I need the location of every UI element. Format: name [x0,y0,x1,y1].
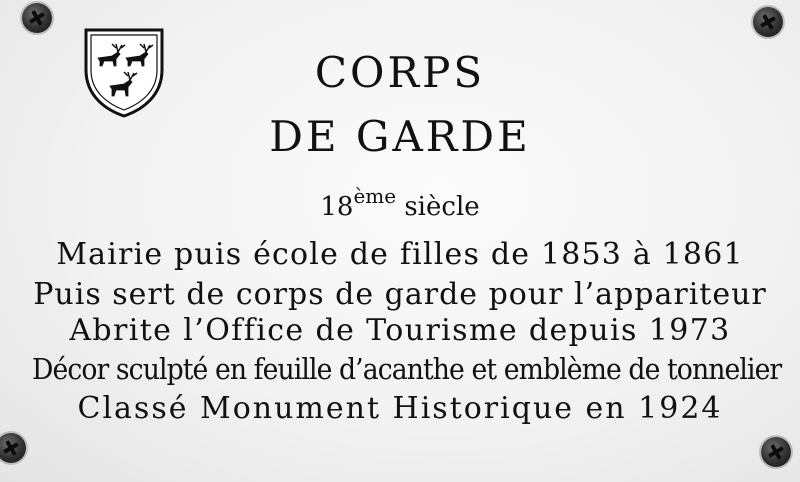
plaque-line-1: Mairie puis école de filles de 1853 à 1861 [56,237,744,272]
plaque-line-4: Décor sculpté en feuille d’acanthe et emblème de tonnelier [32,352,782,386]
century-suffix: ème [353,184,397,208]
title-line-2: DE GARDE [269,112,531,161]
century-number: 18 [320,192,354,222]
screw-top-left-icon [22,3,52,33]
plaque-line-3: Abrite l’Office de Tourisme depuis 1973 [69,313,731,348]
century-word: siècle [404,192,480,222]
plaque-line-5: Classé Monument Historique en 1924 [77,391,723,426]
screw-bottom-right-icon [761,437,791,467]
century-text [200,186,600,220]
plaque-line-2: Puis sert de corps de garde pour l’appariteur [33,277,767,312]
screw-top-right-icon [753,7,783,37]
coat-of-arms-three-stags-icon [82,26,166,118]
title-line-1: CORPS [314,48,486,97]
screw-bottom-left-icon [0,433,26,463]
